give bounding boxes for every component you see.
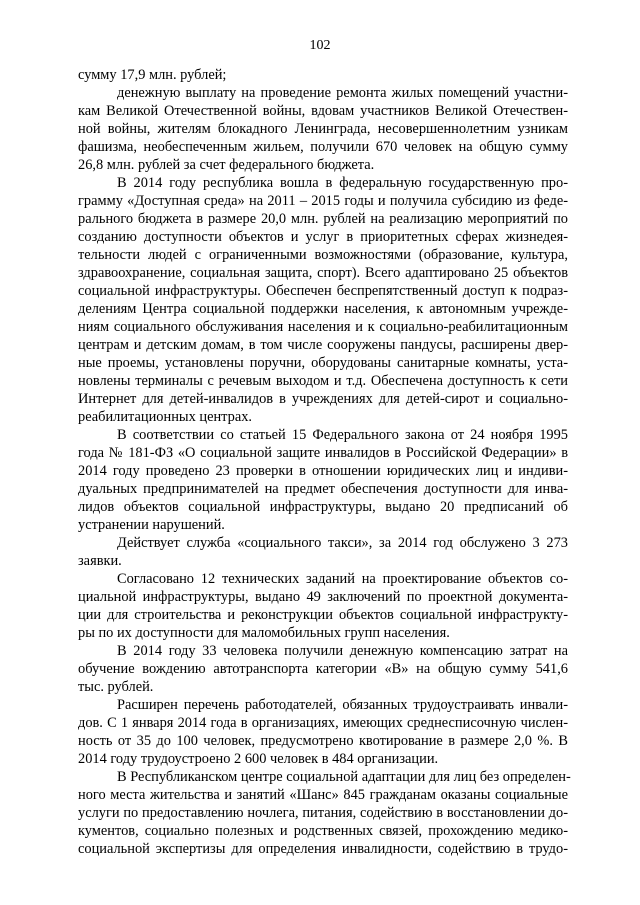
page-number: 102 [309,38,331,53]
text-line: Расширен перечень работодателей, обязанных трудоустраивать инвали- [117,697,568,713]
text-line: заявки. [78,553,122,569]
text-line: В соответствии со статьей 15 Федерального закона от 24 ноября 1995 [117,427,568,443]
text-line: 26,8 млн. рублей за счет федерального бюджета. [78,157,375,173]
text-line: кументов, социально полезных и родственных связей, прохождению медико- [78,823,568,839]
text-line: реабилитационных центрах. [78,409,252,425]
text-line: фашизма, необеспеченным жильем, получили 670 человек на общую сумму [78,139,568,155]
text-line: сумму 17,9 млн. рублей; [78,67,227,83]
text-line: тельности людей с ограниченными возможностями (образование, культура, [78,247,568,263]
text-line: дуальных предпринимателей на предмет обеспечения доступности для инва- [78,481,568,497]
text-line: ной войны, жителям блокадного Ленинграда, несовершеннолетним узникам [78,121,568,137]
text-line: года № 181-ФЗ «О социальной защите инвалидов в Российской Федерации» в [78,445,568,461]
text-line: В 2014 году 33 человека получили денежную компенсацию затрат на [117,643,568,659]
text-line: Действует служба «социального такси», за 2014 год обслужено 3 273 [117,535,568,551]
text-line: ниям социального обслуживания населения и к социально-реабилитационным [78,319,568,335]
text-line: тыс. рублей. [78,679,154,695]
text-line: здравоохранение, социальная защита, спорт). Всего адаптировано 25 объектов [78,265,568,281]
text-line: дов. С 1 января 2014 года в организациях, имеющих среднесписочную числен- [78,715,568,731]
text-line: социальной инфраструктуры. Обеспечен беспрепятственный доступ к подраз- [78,283,568,299]
text-line: денежную выплату на проведение ремонта жилых помещений участни- [117,85,568,101]
text-line: 2014 году трудоустроено 2 600 человек в 484 организации. [78,751,439,767]
text-line: ного места жительства и занятий «Шанс» 845 гражданам оказаны социальные [78,787,568,803]
text-line: лидов объектов социальной инфраструктуры, выдано 20 предписаний об [78,499,568,515]
text-line: циальной инфраструктуры, выдано 49 заключений по проектной документа- [78,589,568,605]
text-line: делениям Центра социальной поддержки населения, к автономным учрежде- [78,301,568,317]
text-line: ры по их доступности для маломобильных групп населения. [78,625,450,641]
text-line: грамму «Доступная среда» на 2011 – 2015 годы и получила субсидию из феде- [78,193,568,209]
text-line: В Республиканском центре социальной адаптации для лиц без определен- [117,769,571,785]
text-line: обучение вождению автотранспорта категории «В» на общую сумму 541,6 [78,661,568,677]
text-line: ции для строительства и реконструкции объектов социальной инфраструкту- [78,607,568,623]
text-line: Интернет для детей-инвалидов в учреждениях для детей-сирот и социально- [78,391,568,407]
text-line: созданию доступности объектов и услуг в приоритетных сферах жизнедея- [78,229,568,245]
text-line: новлены терминалы с речевым выходом и т.д. Обеспечена доступность к сети [78,373,568,389]
text-line: центрам и детским домам, в том числе сооружены пандусы, расширены двер- [78,337,568,353]
text-line: ность от 35 до 100 человек, предусмотрено квотирование в размере 2,0 %. В [78,733,568,749]
text-line: ные проемы, установлены поручни, оборудованы санитарные комнаты, уста- [78,355,568,371]
text-line: 2014 году проведено 23 проверки в отношении юридических лиц и индиви- [78,463,568,479]
text-line: кам Великой Отечественной войны, вдовам участников Великой Отечествен- [78,103,568,119]
text-line: устранении нарушений. [78,517,225,533]
text-line: социальной экспертизы для определения инвалидности, содействию в трудо- [78,841,568,857]
text-line: В 2014 году республика вошла в федеральную государственную про- [117,175,568,191]
text-line: услуги по предоставлению ночлега, питания, содействию в восстановлении до- [78,805,568,821]
text-line: Согласовано 12 технических заданий на проектирование объектов со- [117,571,568,587]
text-line: рального бюджета в размере 20,0 млн. рублей на реализацию мероприятий по [78,211,568,227]
